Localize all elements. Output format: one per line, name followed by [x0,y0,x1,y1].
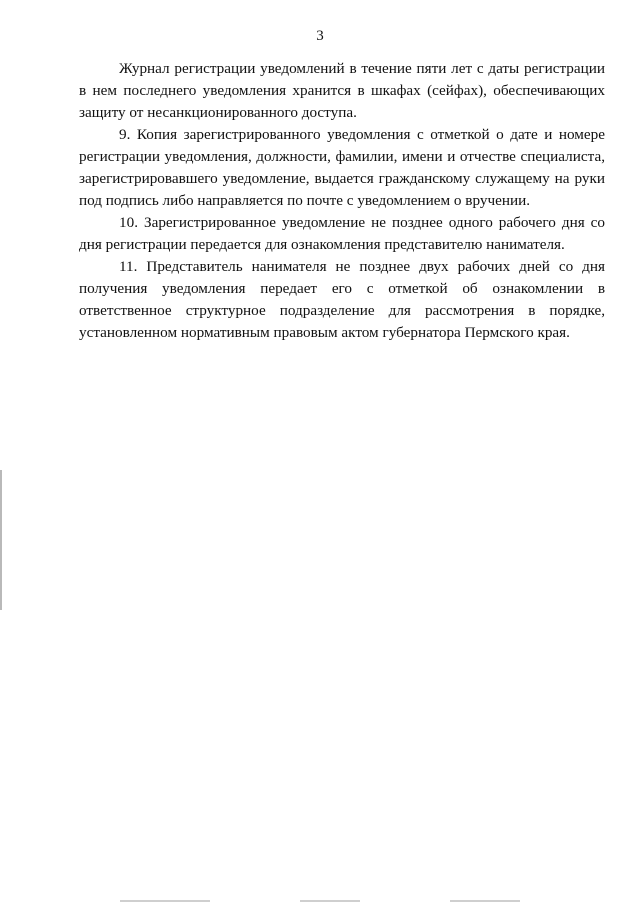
paragraph-item-9: 9. Копия зарегистрированного уведомления с отметкой о дате и номере регистрации уведомления, должности, фамилии, имени и отчестве специалиста, зарегистрировавшего уведомление, выдается гражданскому служащему на руки под подпись либо направляется по почте с уведомлением о вручении. [79,126,605,209]
paragraph-item-10: 10. Зарегистрированное уведомление не позднее одного рабочего дня со дня регистрации передается для ознакомления представителю нанимателя. [79,214,605,253]
page-number: 3 [316,28,324,44]
document-body [79,58,605,344]
scan-edge-mark [450,900,520,902]
paragraph-journal-storage: Журнал регистрации уведомлений в течение пяти лет с даты регистрации в нем последнего уведомления хранится в шкафах (сейфах), обеспечивающих защиту от несанкционированного доступа. [79,60,605,121]
scan-edge-mark [0,470,2,610]
scan-edge-mark [300,900,360,902]
paragraph-item-11: 11. Представитель нанимателя не позднее двух рабочих дней со дня получения уведомления передает его с отметкой об ознакомлении в ответственное структурное подразделение для рассмотрения в порядке, установленном нормативным правовым актом губернатора Пермского края. [79,258,605,341]
scan-edge-mark [120,900,210,902]
